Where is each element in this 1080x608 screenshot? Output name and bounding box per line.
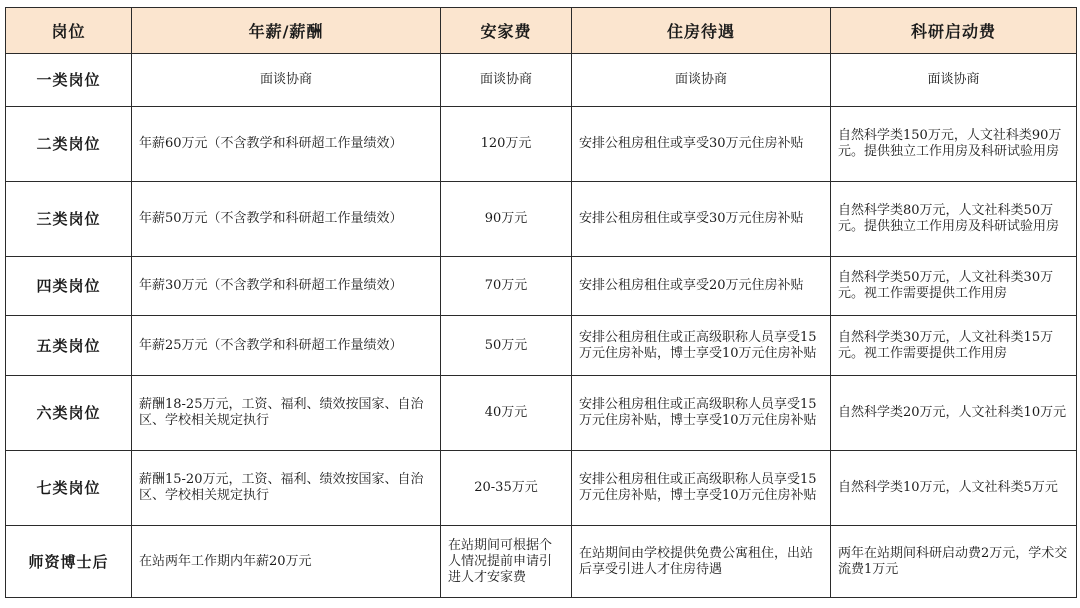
benefits-table	[5, 7, 1077, 598]
research-cell: 自然科学类30万元，人文社科类15万元。视工作需要提供工作用房	[831, 316, 1077, 376]
position-cell: 五类岗位	[6, 316, 132, 376]
table-row	[6, 107, 1077, 182]
settlement-cell: 50万元	[441, 316, 572, 376]
salary-cell: 薪酬18-25万元，工资、福利、绩效按国家、自治区、学校相关规定执行	[132, 376, 441, 451]
position-cell: 四类岗位	[6, 257, 132, 316]
settlement-cell: 90万元	[441, 182, 572, 257]
settlement-cell: 在站期间可根据个人情况提前申请引进人才安家费	[441, 526, 572, 598]
salary-cell: 薪酬15-20万元，工资、福利、绩效按国家、自治区、学校相关规定执行	[132, 451, 441, 526]
table-row	[6, 376, 1077, 451]
table-row	[6, 316, 1077, 376]
position-cell: 七类岗位	[6, 451, 132, 526]
housing-cell: 安排公租房租住或享受20万元住房补贴	[572, 257, 831, 316]
salary-cell: 面谈协商	[132, 54, 441, 107]
salary-cell: 年薪60万元（不含教学和科研超工作量绩效）	[132, 107, 441, 182]
research-cell: 两年在站期间科研启动费2万元，学术交流费1万元	[831, 526, 1077, 598]
housing-cell: 安排公租房租住或正高级职称人员享受15万元住房补贴，博士享受10万元住房补贴	[572, 376, 831, 451]
header-salary: 年薪/薪酬	[132, 8, 441, 54]
research-cell: 自然科学类20万元，人文社科类10万元	[831, 376, 1077, 451]
housing-cell: 安排公租房租住或正高级职称人员享受15万元住房补贴，博士享受10万元住房补贴	[572, 451, 831, 526]
header-housing: 住房待遇	[572, 8, 831, 54]
position-cell: 师资博士后	[6, 526, 132, 598]
table-row	[6, 182, 1077, 257]
table-row	[6, 54, 1077, 107]
housing-cell: 在站期间由学校提供免费公寓租住，出站后享受引进人才住房待遇	[572, 526, 831, 598]
salary-cell: 年薪25万元（不含教学和科研超工作量绩效）	[132, 316, 441, 376]
research-cell: 自然科学类10万元，人文社科类5万元	[831, 451, 1077, 526]
research-cell: 自然科学类150万元，人文社科类90万元。提供独立工作用房及科研试验用房	[831, 107, 1077, 182]
settlement-cell: 120万元	[441, 107, 572, 182]
salary-cell: 在站两年工作期内年薪20万元	[132, 526, 441, 598]
position-cell: 二类岗位	[6, 107, 132, 182]
header-position: 岗位	[6, 8, 132, 54]
housing-cell: 安排公租房租住或享受30万元住房补贴	[572, 107, 831, 182]
research-cell: 自然科学类50万元，人文社科类30万元。视工作需要提供工作用房	[831, 257, 1077, 316]
settlement-cell: 70万元	[441, 257, 572, 316]
table-row	[6, 451, 1077, 526]
salary-cell: 年薪50万元（不含教学和科研超工作量绩效）	[132, 182, 441, 257]
housing-cell: 面谈协商	[572, 54, 831, 107]
position-cell: 一类岗位	[6, 54, 132, 107]
research-cell: 自然科学类80万元，人文社科类50万元。提供独立工作用房及科研试验用房	[831, 182, 1077, 257]
position-cell: 六类岗位	[6, 376, 132, 451]
position-cell: 三类岗位	[6, 182, 132, 257]
settlement-cell: 面谈协商	[441, 54, 572, 107]
housing-cell: 安排公租房租住或享受30万元住房补贴	[572, 182, 831, 257]
settlement-cell: 20-35万元	[441, 451, 572, 526]
table-row	[6, 257, 1077, 316]
header-settlement-fee: 安家费	[441, 8, 572, 54]
table-row	[6, 526, 1077, 598]
header-research-fund: 科研启动费	[831, 8, 1077, 54]
settlement-cell: 40万元	[441, 376, 572, 451]
research-cell: 面谈协商	[831, 54, 1077, 107]
header-row	[6, 8, 1077, 54]
housing-cell: 安排公租房租住或正高级职称人员享受15万元住房补贴，博士享受10万元住房补贴	[572, 316, 831, 376]
salary-cell: 年薪30万元（不含教学和科研超工作量绩效）	[132, 257, 441, 316]
